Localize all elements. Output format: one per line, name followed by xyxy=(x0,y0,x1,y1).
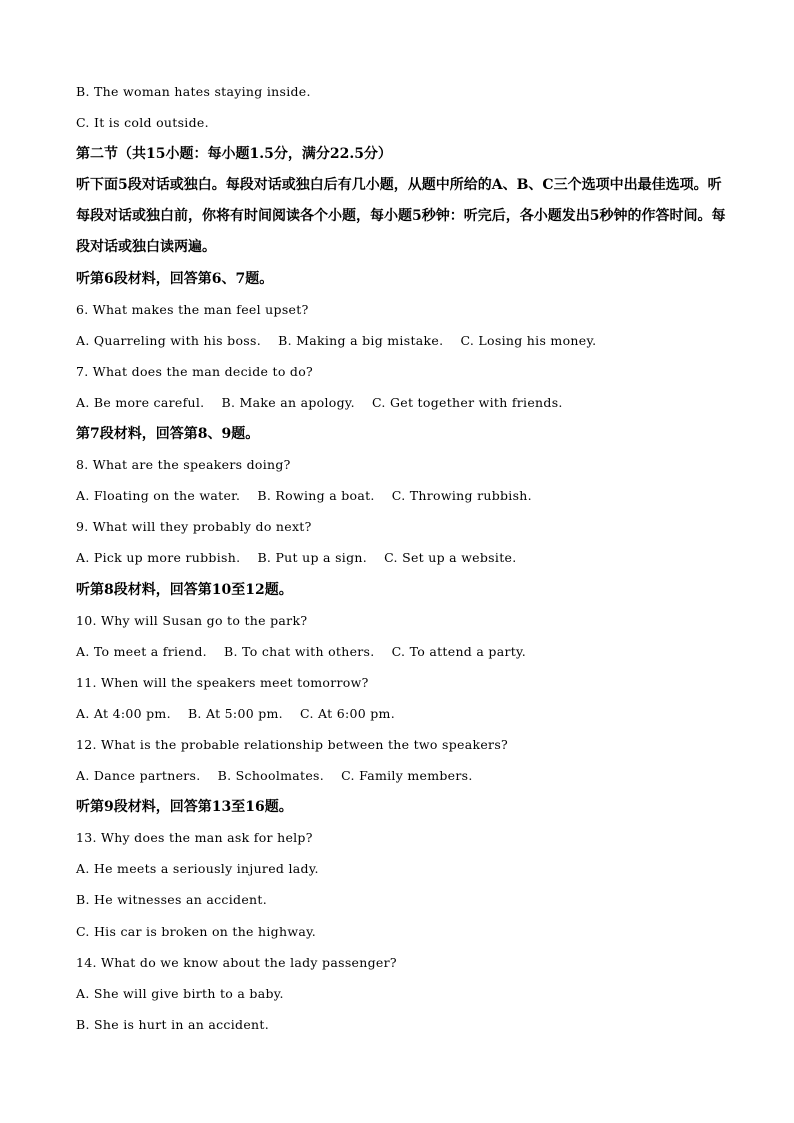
section-instructions: 听下面5段对话或独白。每段对话或独白后有几小题，从题中所给的A、B、C三个选项中出最佳选项。听每段对话或独白前，你将有时间阅读各个小题，每小题5秒钟：听完后，各小题发出5秒钟的作答时间。每段对话或独白读两遍。 xyxy=(76,177,726,256)
question-line: 9. What will they probably do next? xyxy=(76,519,312,535)
options-line: A. Dance partners. B. Schoolmates. C. Family members. xyxy=(76,768,473,784)
question-line: 10. Why will Susan go to the park? xyxy=(76,612,308,628)
option-line: B. She is hurt in an accident. xyxy=(76,1016,269,1032)
question-line: 11. When will the speakers meet tomorrow? xyxy=(76,674,369,690)
options-line: A. Quarreling with his boss. B. Making a big mistake. C. Losing his money. xyxy=(76,332,597,348)
passage-heading: 听第6段材料，回答第6、7题。 xyxy=(76,270,274,287)
passage-heading: 第7段材料，回答第8、9题。 xyxy=(76,426,260,443)
option-line: C. His car is broken on the highway. xyxy=(76,923,317,939)
option-line: C. It is cold outside. xyxy=(76,115,209,131)
question-line: 6. What makes the man feel upset? xyxy=(76,301,309,317)
question-line: 12. What is the probable relationship between the two speakers? xyxy=(76,736,509,752)
option-line: A. She will give birth to a baby. xyxy=(76,985,284,1001)
question-line: 7. What does the man decide to do? xyxy=(76,363,314,379)
section-heading: 第二节（共15小题：每小题1.5分，满分22.5分） xyxy=(76,146,392,163)
options-line: A. Pick up more rubbish. B. Put up a sign. C. Set up a website. xyxy=(76,550,517,566)
option-line: B. He witnesses an accident. xyxy=(76,892,267,908)
passage-heading: 听第8段材料，回答第10至12题。 xyxy=(76,581,293,598)
passage-heading: 听第9段材料，回答第13至16题。 xyxy=(76,799,293,816)
question-line: 8. What are the speakers doing? xyxy=(76,457,291,473)
question-line: 13. Why does the man ask for help? xyxy=(76,830,313,846)
options-line: A. At 4:00 pm. B. At 5:00 pm. C. At 6:00 pm. xyxy=(76,705,395,721)
question-line: 14. What do we know about the lady passenger? xyxy=(76,954,397,970)
document-page xyxy=(76,82,726,1046)
option-line: A. He meets a seriously injured lady. xyxy=(76,861,319,877)
options-line: A. Be more careful. B. Make an apology. C. Get together with friends. xyxy=(76,394,563,410)
options-line: A. Floating on the water. B. Rowing a boat. C. Throwing rubbish. xyxy=(76,488,532,504)
options-line: A. To meet a friend. B. To chat with others. C. To attend a party. xyxy=(76,643,527,659)
option-line: B. The woman hates staying inside. xyxy=(76,84,311,99)
